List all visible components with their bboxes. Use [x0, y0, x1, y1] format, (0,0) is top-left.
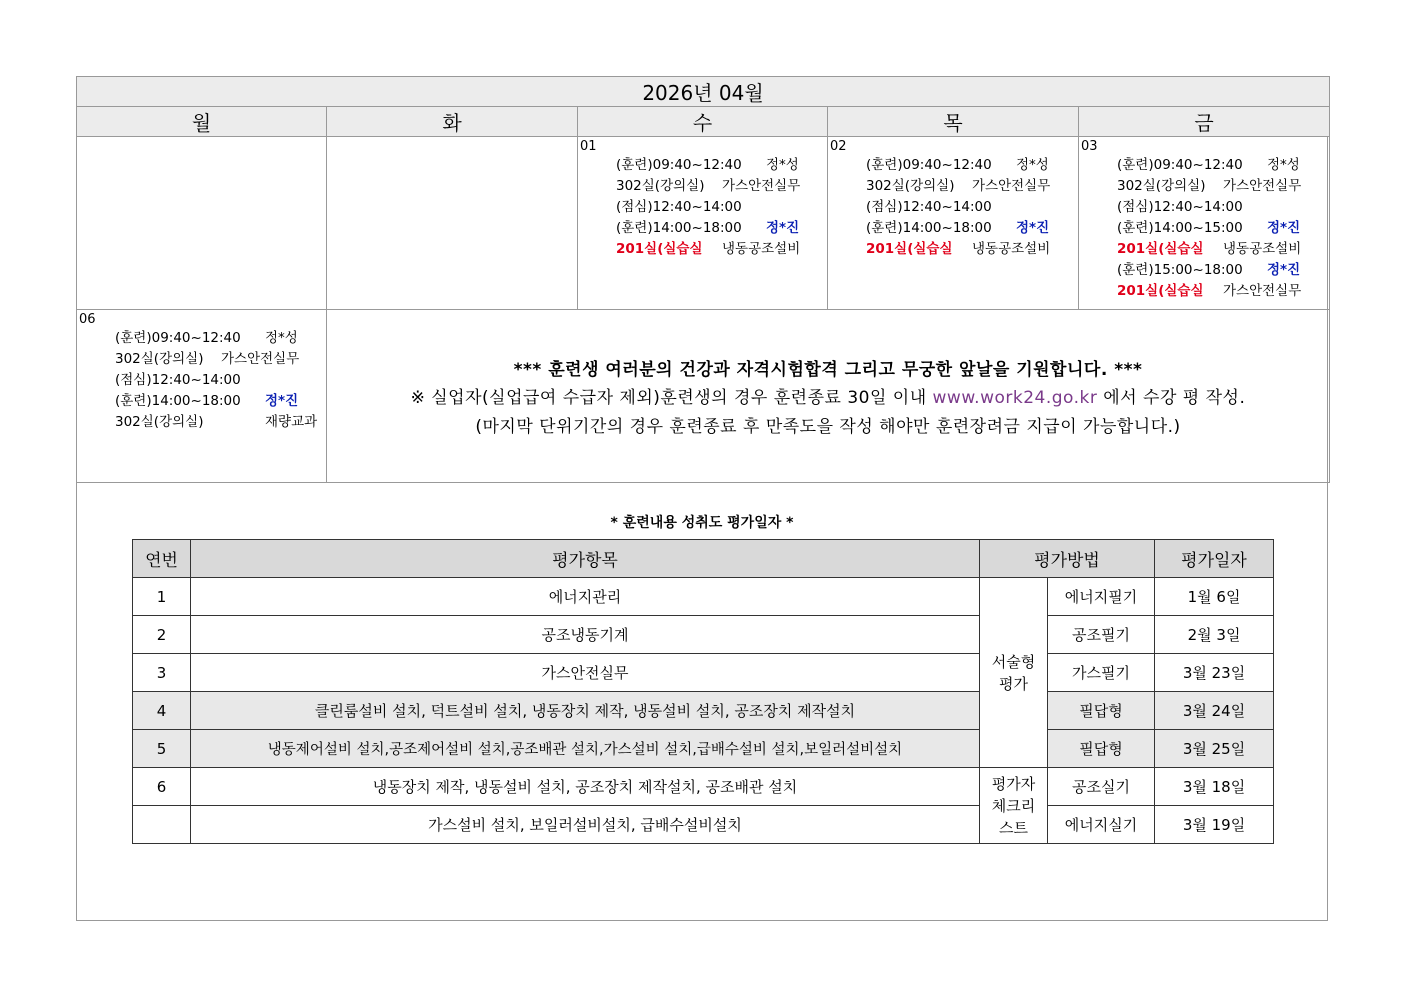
- row-item: 냉동제어설비 설치,공조제어설비 설치,공조배관 설치,가스설비 설치,급배수설비 설치,보일러설비설치: [191, 730, 980, 768]
- row-item: 클린룸설비 설치, 덕트설비 설치, 냉동장치 제작, 냉동설비 설치, 공조장치 제작설치: [191, 692, 980, 730]
- row-date: 3월 25일: [1155, 730, 1274, 768]
- row-no: 1: [133, 578, 191, 616]
- row-no: 2: [133, 616, 191, 654]
- row-date: 3월 19일: [1155, 806, 1274, 844]
- day-cell-empty: [327, 137, 578, 310]
- row-type: 에너지실기: [1048, 806, 1155, 844]
- row-item: 가스설비 설치, 보일러설비설치, 급배수설비설치: [191, 806, 980, 844]
- row-date: 1월 6일: [1155, 578, 1274, 616]
- day-cell-06[interactable]: [77, 310, 327, 483]
- calendar-title: 2026년 04월: [77, 77, 1330, 107]
- row-type: 공조필기: [1048, 616, 1155, 654]
- day-header-thu: 목: [828, 107, 1079, 137]
- row-no: [133, 806, 191, 844]
- schedule-line: 302실(강의실) 가스안전실무: [1117, 178, 1302, 194]
- header-no: 연번: [133, 540, 191, 578]
- schedule-line: (훈련)14:00~18:00 정*진: [828, 218, 1078, 239]
- day-number: 03: [1081, 139, 1098, 154]
- notice-cell: [327, 310, 1330, 483]
- lab-room: 201실(실습실: [616, 241, 703, 257]
- day-header-tue: 화: [327, 107, 578, 137]
- day-number: 02: [830, 139, 847, 154]
- schedule-line: 302실(강의실) 가스안전실무: [115, 351, 300, 367]
- schedule-line: (훈련)09:40~12:40 정*성: [115, 330, 298, 346]
- method-written: 서술형 평가: [980, 578, 1048, 768]
- row-item: 에너지관리: [191, 578, 980, 616]
- schedule-line: (점심)12:40~14:00: [866, 199, 992, 215]
- teacher-name: 정*진: [1267, 220, 1301, 236]
- notice-wish: *** 훈련생 여러분의 건강과 자격시험합격 그리고 무궁한 앞날을 기원합니다. ***: [513, 360, 1143, 380]
- schedule-line: (훈련)09:40~12:40 정*성: [1117, 157, 1300, 173]
- work24-link[interactable]: www.work24.go.kr: [932, 388, 1098, 408]
- notice-review: ※ 실업자(실업급여 수급자 제외)훈련생의 경우 훈련종료 30일 이내 www.work24.go.kr 에서 수강 평 작성.: [410, 388, 1246, 408]
- teacher-name: 정*진: [1267, 262, 1301, 278]
- lab-room: 201실(실습실: [1117, 241, 1204, 257]
- day-cell-03[interactable]: [1079, 137, 1330, 310]
- row-type: 필답형: [1048, 730, 1155, 768]
- schedule-line: (훈련)09:40~12:40 정*성: [866, 157, 1049, 173]
- day-header-wed: 수: [578, 107, 828, 137]
- schedule-line: (점심)12:40~14:00: [1117, 199, 1243, 215]
- schedule-line: (훈련)14:00~18:00 정*진: [77, 391, 326, 412]
- schedule-line: 201실(실습실 냉동공조설비: [578, 239, 827, 260]
- day-cell-01[interactable]: [578, 137, 828, 310]
- day-cell-02[interactable]: [828, 137, 1079, 310]
- lab-room: 201실(실습실: [1117, 283, 1204, 299]
- day-header-mon: 월: [77, 107, 327, 137]
- schedule-line: (점심)12:40~14:00: [616, 199, 742, 215]
- header-method: 평가방법: [980, 540, 1155, 578]
- row-item: 가스안전실무: [191, 654, 980, 692]
- row-no: 6: [133, 768, 191, 806]
- calendar-table: [76, 76, 1330, 483]
- method-checklist: 평가자 체크리 스트: [980, 768, 1048, 844]
- row-date: 3월 24일: [1155, 692, 1274, 730]
- row-type: 필답형: [1048, 692, 1155, 730]
- teacher-name: 정*진: [766, 220, 800, 236]
- schedule-line: (훈련)14:00~18:00 정*진: [578, 218, 827, 239]
- day-number: 06: [79, 312, 96, 327]
- teacher-name: 정*진: [1016, 220, 1050, 236]
- schedule-line: 201실(실습실 냉동공조설비: [1079, 239, 1329, 260]
- header-item: 평가항목: [191, 540, 980, 578]
- teacher-name: 정*진: [265, 393, 299, 409]
- schedule-line: 201실(실습실 냉동공조설비: [828, 239, 1078, 260]
- schedule-line: 302실(강의실) 가스안전실무: [616, 178, 801, 194]
- row-date: 3월 23일: [1155, 654, 1274, 692]
- row-no: 3: [133, 654, 191, 692]
- evaluation-table: [132, 539, 1274, 844]
- day-number: 01: [580, 139, 597, 154]
- schedule-line: (훈련)15:00~18:00 정*진: [1079, 260, 1329, 281]
- header-date: 평가일자: [1155, 540, 1274, 578]
- row-no: 4: [133, 692, 191, 730]
- row-item: 냉동장치 제작, 냉동설비 설치, 공조장치 제작설치, 공조배관 설치: [191, 768, 980, 806]
- row-item: 공조냉동기계: [191, 616, 980, 654]
- schedule-line: 201실(실습실 가스안전실무: [1079, 281, 1329, 302]
- notice-satisfaction: (마지막 단위기간의 경우 훈련종료 후 만족도을 작성 해야만 훈련장려금 지급이 가능합니다.): [475, 417, 1181, 437]
- schedule-line: 302실(강의실) 재량교과: [115, 414, 318, 430]
- day-header-fri: 금: [1079, 107, 1330, 137]
- schedule-line: (훈련)14:00~15:00 정*진: [1079, 218, 1329, 239]
- evaluation-title: * 훈련내용 성취도 평가일자 *: [610, 515, 794, 531]
- row-type: 가스필기: [1048, 654, 1155, 692]
- row-date: 3월 18일: [1155, 768, 1274, 806]
- row-no: 5: [133, 730, 191, 768]
- schedule-line: (훈련)09:40~12:40 정*성: [616, 157, 799, 173]
- schedule-line: (점심)12:40~14:00: [115, 372, 241, 388]
- row-date: 2월 3일: [1155, 616, 1274, 654]
- row-type: 에너지필기: [1048, 578, 1155, 616]
- day-cell-empty: [77, 137, 327, 310]
- row-type: 공조실기: [1048, 768, 1155, 806]
- schedule-line: 302실(강의실) 가스안전실무: [866, 178, 1051, 194]
- lab-room: 201실(실습실: [866, 241, 953, 257]
